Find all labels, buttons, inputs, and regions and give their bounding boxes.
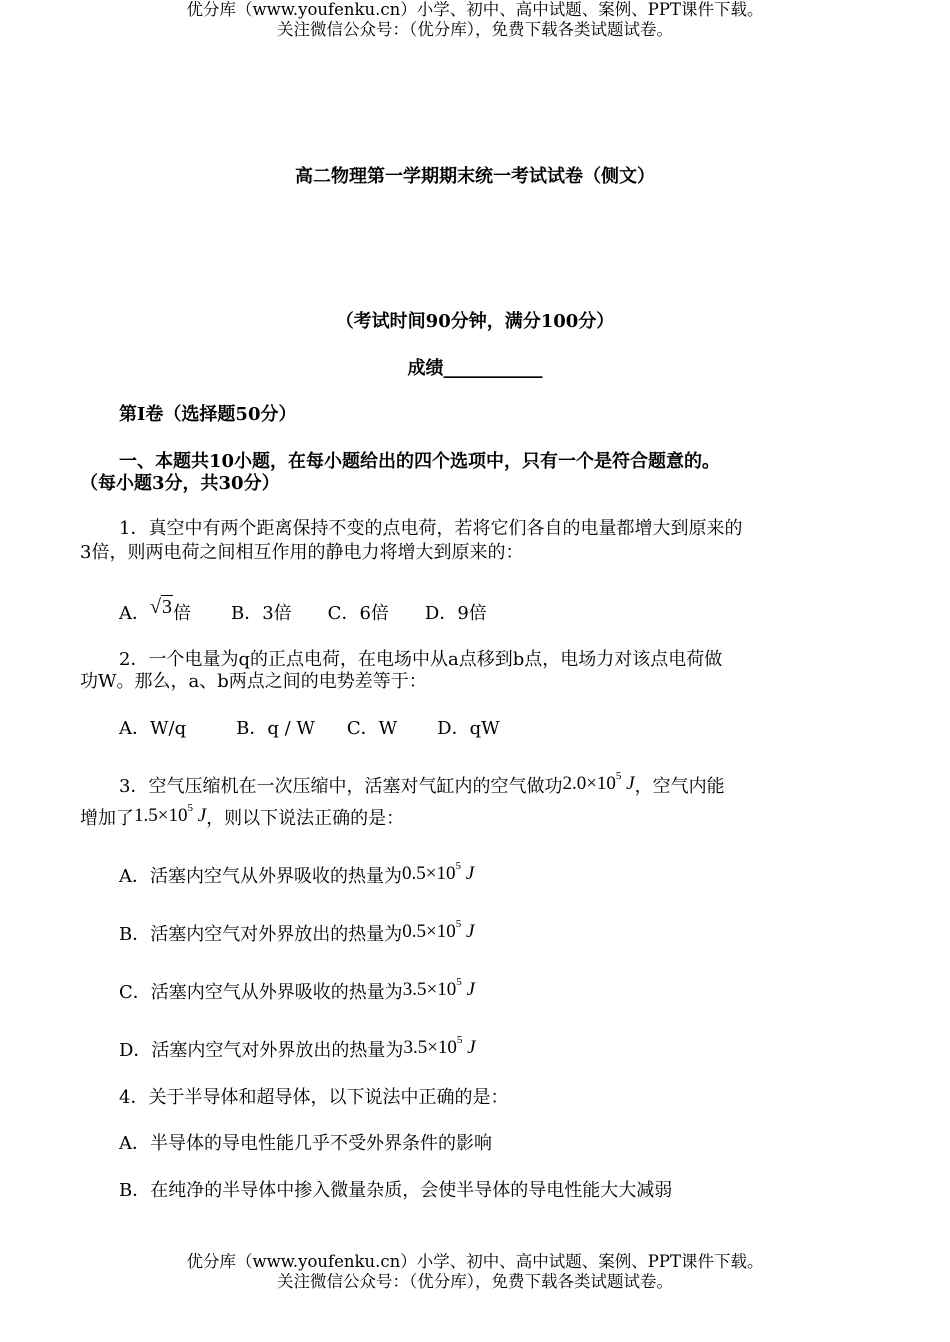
q3-stem-part-2: ，空气内能 <box>634 776 725 797</box>
q3-option-c: C．活塞内空气从外界吸收的热量为$3.5\times 10^5$ J <box>119 975 475 1003</box>
q3-stem-part-4: ，则以下说法正确的是： <box>206 808 405 829</box>
question-2-line-2: 功W。那么，a、b两点之间的电势差等于： <box>80 671 427 692</box>
q1-option-d: D．9倍 <box>424 603 487 624</box>
q3-stem-part-3: 增加了 <box>80 808 134 829</box>
q4-option-b: B．在纯净的半导体中掺入微量杂质，会使半导体的导电性能大大减弱 <box>119 1180 673 1201</box>
exam-title: 高二物理第一学期期末统一考试试卷（侧文） <box>295 166 655 187</box>
q3-energy-value: $1.5\times 10^5$ J <box>134 801 207 826</box>
question-4-stem: 4．关于半导体和超导体，以下说法中正确的是： <box>119 1087 509 1108</box>
q3-stem-part-1: 3．空气压缩机在一次压缩中，活塞对气缸内的空气做功 <box>119 776 563 797</box>
page-footer <box>0 1252 950 1292</box>
footer-line-1: 优分库（www.youfenku.cn）小学、初中、高中试题、案例、PPT课件下载。 <box>186 1252 764 1271</box>
section-title: 第Ⅰ卷（选择题50分） <box>119 404 297 425</box>
part-instructions-line-1: 一、本题共10小题，在每小题给出的四个选项中，只有一个是符合题意的。 <box>119 451 721 472</box>
q3-option-b: B．活塞内空气对外界放出的热量为$0.5\times 10^5$ J <box>119 917 475 945</box>
question-2-options <box>119 718 500 740</box>
part-instructions-line-2: （每小题3分，共30分） <box>80 473 280 494</box>
q3-option-d: D．活塞内空气对外界放出的热量为$3.5\times 10^5$ J <box>119 1033 476 1061</box>
header-line-1: 优分库（www.youfenku.cn）小学、初中、高中试题、案例、PPT课件下载。 <box>186 0 764 19</box>
question-3-line-1 <box>119 769 725 798</box>
square-root-3: √3 <box>150 596 172 618</box>
header-line-2: 关注微信公众号：（优分库），免费下载各类试题试卷。 <box>277 20 673 39</box>
q1-option-c: C．6倍 <box>327 603 389 624</box>
question-3-line-2 <box>80 801 405 830</box>
q3-work-value: $2.0\times 10^5$ J <box>562 769 635 794</box>
q2-option-a: A．W/q <box>119 718 187 739</box>
q2-option-d: D．qW <box>437 718 500 739</box>
q3-option-a: A．活塞内空气从外界吸收的热量为$0.5\times 10^5$ J <box>119 859 475 887</box>
question-1-line-2: 3倍，则两电荷之间相互作用的静电力将增大到原来的： <box>80 542 524 563</box>
exam-time-info: （考试时间90分钟，满分100分） <box>335 311 615 332</box>
q2-option-c: C．W <box>346 718 398 739</box>
question-1-line-1: 1．真空中有两个距离保持不变的点电荷，若将它们各自的电量都增大到原来的 <box>119 518 743 539</box>
footer-line-2: 关注微信公众号：（优分库），免费下载各类试题试卷。 <box>277 1272 673 1291</box>
question-1-options <box>119 596 487 625</box>
q1-option-b: B．3倍 <box>230 603 292 624</box>
score-field: 成绩___________ <box>407 358 543 379</box>
q1-option-a-suffix: 倍 <box>172 603 191 624</box>
q2-option-b: B．q / W <box>236 718 315 739</box>
question-2-line-1: 2．一个电量为q的正点电荷，在电场中从a点移到b点，电场力对该点电荷做 <box>119 649 723 670</box>
q1-option-a-label: A． <box>119 603 150 624</box>
q4-option-a: A．半导体的导电性能几乎不受外界条件的影响 <box>119 1133 492 1154</box>
page-header <box>0 0 950 40</box>
